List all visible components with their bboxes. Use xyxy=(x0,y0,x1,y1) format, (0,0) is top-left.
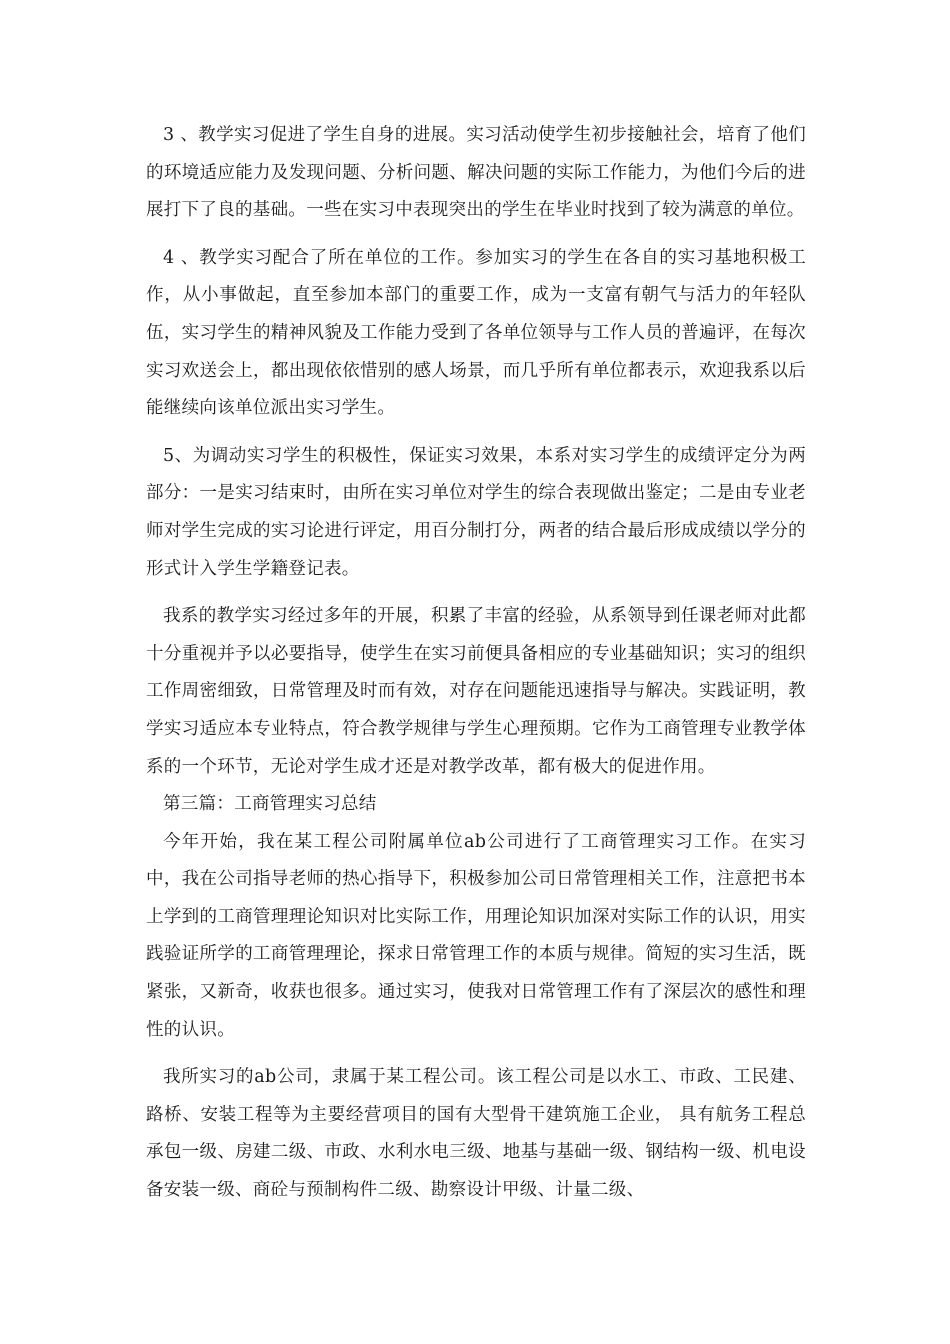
paragraph-summary: 我系的教学实习经过多年的开展，积累了丰富的经验，从系领导到任课老师对此都十分重视并予以必要指导，使学生在实习前便具备相应的专业基础知识；实习的组织工作周密细致，日常管理及时而有效，对存在问题能迅速指导与解决。实践证明，教学实习适应本专业特点，符合教学规律与学生心理预期。它作为工商管理专业教学体系的一个环节，无论对学生成才还是对教学改革，都有极大的促进作用。 xyxy=(146,606,806,777)
paragraph-item-3: 3 、教学实习促进了学生自身的进展。实习活动使学生初步接触社会，培育了他们的环境适应能力及发现问题、分析问题、解决问题的实际工作能力，为他们今后的进展打下了良的基础。一些在实习中表现突出的学生在毕业时找到了较为满意的单位。 xyxy=(146,125,806,221)
section-heading: 第三篇：工商管理实习总结 xyxy=(163,794,377,815)
document-body xyxy=(146,117,806,1220)
paragraph-item-5: 5、为调动实习学生的积极性，保证实习效果，本系对实习学生的成绩评定分为两部分：一是实习结束时，由所在实习单位对学生的综合表现做出鉴定；二是由专业老师对学生完成的实习论进行评定，用百分制打分，两者的结合最后形成成绩以学分的形式计入学生学籍登记表。 xyxy=(146,445,806,579)
paragraph-internship-intro: 今年开始，我在某工程公司附属单位ab公司进行了工商管理实习工作。在实习中，我在公司指导老师的热心指导下，积极参加公司日常管理相关工作，注意把书本上学到的工商管理理论知识对比实际工作，用理论知识加深对实际工作的认识，用实践验证所学的工商管理理论，探求日常管理工作的本质与规律。简短的实习生活，既紧张，又新奇，收获也很多。通过实习，使我对日常管理工作有了深层次的感性和理性的认识。 xyxy=(146,831,806,1040)
paragraph-company-intro: 我所实习的ab公司，隶属于某工程公司。该工程公司是以水工、市政、工民建、路桥、安装工程等为主要经营项目的国有大型骨干建筑施工企业， 具有航务工程总承包一级、房建二级、市政、水利水电三级、地基与基础一级、钢结构一级、机电设备安装一级、商砼与预制构件二级、勘察设计甲级、计量二级、 xyxy=(146,1067,806,1201)
paragraph-item-4: 4 、教学实习配合了所在单位的工作。参加实习的学生在各自的实习基地积极工作，从小事做起，直至参加本部门的重要工作，成为一支富有朝气与活力的年轻队伍，实习学生的精神风貌及工作能力受到了各单位领导与工作人员的普遍评，在每次实习欢送会上，都出现依依惜别的感人场景，而几乎所有单位都表示，欢迎我系以后能继续向该单位派出实习学生。 xyxy=(146,247,806,419)
